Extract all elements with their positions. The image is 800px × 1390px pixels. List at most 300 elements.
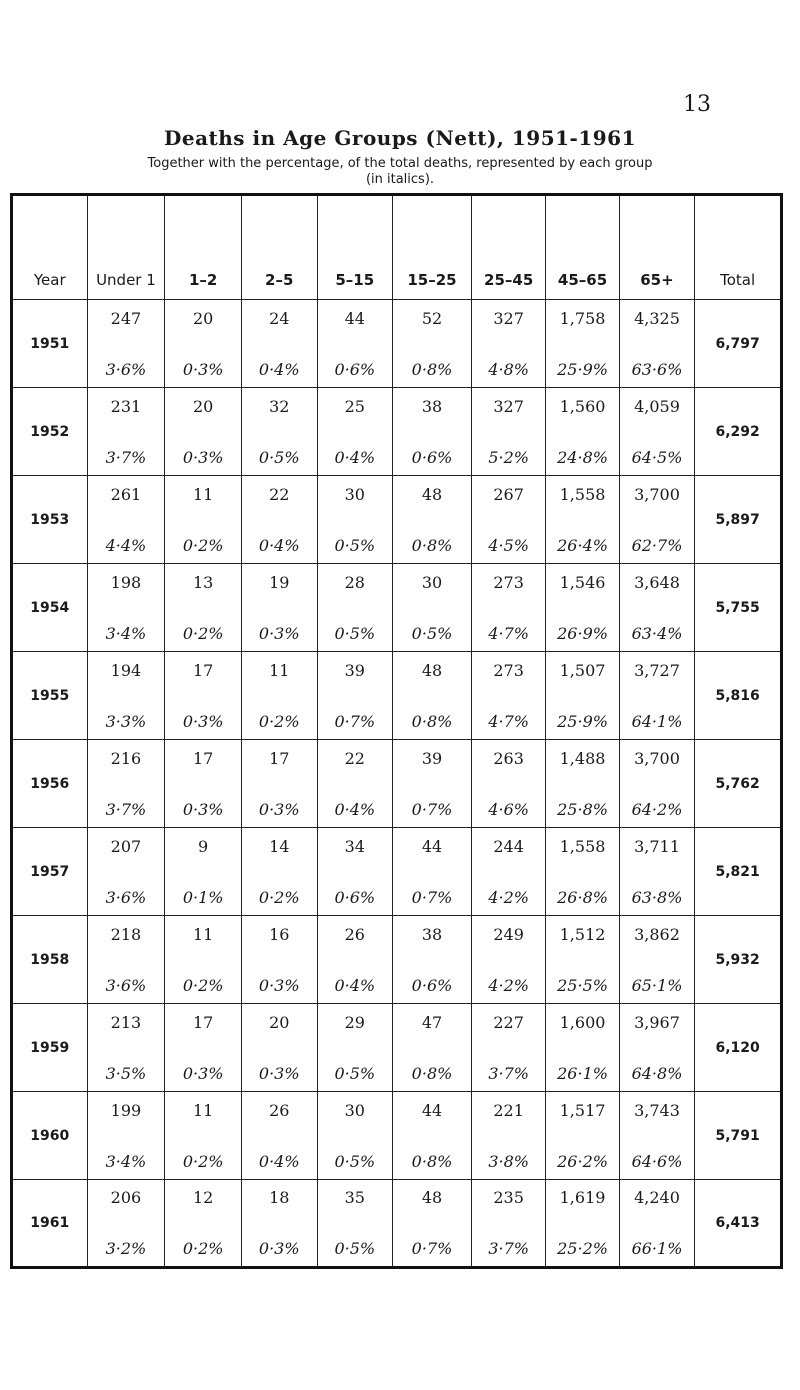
death-percentage: 0·8% xyxy=(411,359,453,379)
age-group-cell xyxy=(393,828,472,916)
age-group-cell xyxy=(546,300,619,388)
death-percentage: 5·2% xyxy=(488,447,529,467)
death-percentage: 4·2% xyxy=(488,887,529,907)
death-percentage: 0·3% xyxy=(182,1063,224,1083)
death-percentage: 0·5% xyxy=(411,623,453,643)
death-count: 48 xyxy=(421,1188,443,1207)
death-percentage: 0·5% xyxy=(334,1239,376,1258)
death-count: 20 xyxy=(192,396,214,416)
age-group-cell xyxy=(546,388,619,476)
death-percentage: 63·4% xyxy=(631,623,683,643)
year-cell: 1955 xyxy=(12,652,88,740)
table-row xyxy=(12,564,782,652)
death-percentage: 3·7% xyxy=(488,1063,529,1083)
age-group-cell xyxy=(317,1180,393,1268)
age-group-cell xyxy=(165,1092,242,1180)
age-group-cell xyxy=(393,652,472,740)
age-group-cell xyxy=(471,740,545,828)
age-group-cell xyxy=(619,828,695,916)
death-count: 231 xyxy=(110,396,142,416)
death-percentage: 0·4% xyxy=(258,359,300,379)
death-count: 26 xyxy=(344,924,365,944)
age-group-cell xyxy=(87,1092,165,1180)
total-cell: 6,120 xyxy=(695,1004,782,1092)
age-group-cell xyxy=(317,916,393,1004)
death-percentage: 0·6% xyxy=(334,359,376,379)
year-cell: 1952 xyxy=(12,388,88,476)
year-cell: 1959 xyxy=(12,1004,88,1092)
col-header-2-5: 2–5 xyxy=(241,195,317,300)
deaths-table xyxy=(10,193,783,1269)
death-count: 17 xyxy=(192,1012,214,1032)
age-group-cell xyxy=(546,1004,619,1092)
col-header-45-65: 45–65 xyxy=(546,195,619,300)
death-count: 28 xyxy=(344,572,365,592)
table-row xyxy=(12,300,782,388)
year-cell: 1954 xyxy=(12,564,88,652)
age-group-cell xyxy=(317,388,393,476)
death-percentage: 26·8% xyxy=(557,887,608,907)
col-header-under1: Under 1 xyxy=(87,195,165,300)
age-group-cell xyxy=(241,652,317,740)
death-count: 4,059 xyxy=(634,396,680,416)
death-percentage: 0·3% xyxy=(182,359,224,379)
death-count: 16 xyxy=(269,924,290,944)
death-percentage: 4·7% xyxy=(488,623,529,643)
death-percentage: 0·1% xyxy=(182,887,224,907)
death-count: 273 xyxy=(493,660,524,680)
death-percentage: 64·2% xyxy=(631,799,683,819)
age-group-cell xyxy=(87,828,165,916)
death-count: 20 xyxy=(192,308,214,328)
page-title: Deaths in Age Groups (Nett), 1951-1961 xyxy=(164,126,636,150)
death-count: 3,711 xyxy=(634,836,680,856)
age-group-cell xyxy=(317,564,393,652)
age-group-cell xyxy=(165,564,242,652)
table-row xyxy=(12,828,782,916)
death-count: 17 xyxy=(269,748,290,768)
death-percentage: 0·4% xyxy=(258,535,300,555)
death-percentage: 3·2% xyxy=(105,1239,147,1258)
age-group-cell xyxy=(241,300,317,388)
age-group-cell xyxy=(165,388,242,476)
death-count: 20 xyxy=(269,1012,290,1032)
col-header-15-25: 15–25 xyxy=(393,195,472,300)
age-group-cell xyxy=(241,740,317,828)
age-group-cell xyxy=(471,1092,545,1180)
age-group-cell xyxy=(619,1180,695,1268)
age-group-cell xyxy=(393,1092,472,1180)
age-group-cell xyxy=(165,652,242,740)
death-percentage: 64·5% xyxy=(631,447,683,467)
death-percentage: 64·8% xyxy=(631,1063,683,1083)
death-percentage: 0·2% xyxy=(182,1151,224,1171)
death-count: 249 xyxy=(493,924,524,944)
death-count: 3,743 xyxy=(634,1100,680,1120)
death-count: 47 xyxy=(421,1012,443,1032)
death-percentage: 0·3% xyxy=(182,799,224,819)
age-group-cell xyxy=(619,1092,695,1180)
death-percentage: 4·8% xyxy=(488,359,529,379)
death-count: 32 xyxy=(269,396,290,416)
col-header-5-15: 5–15 xyxy=(317,195,393,300)
death-percentage: 0·5% xyxy=(334,1151,376,1171)
age-group-cell xyxy=(165,1180,242,1268)
death-count: 22 xyxy=(269,484,290,504)
table-body xyxy=(12,300,782,1268)
death-percentage: 0·2% xyxy=(182,1239,224,1258)
death-percentage: 0·4% xyxy=(334,799,376,819)
col-header-25-45: 25–45 xyxy=(471,195,545,300)
age-group-cell xyxy=(546,1180,619,1268)
age-group-cell xyxy=(471,564,545,652)
death-count: 327 xyxy=(493,308,524,328)
death-percentage: 0·5% xyxy=(334,623,376,643)
age-group-cell xyxy=(241,476,317,564)
death-count: 1,558 xyxy=(559,484,606,504)
death-percentage: 0·3% xyxy=(182,447,224,467)
age-group-cell xyxy=(393,740,472,828)
col-header-1-2: 1–2 xyxy=(165,195,242,300)
total-cell: 5,897 xyxy=(695,476,782,564)
death-percentage: 4·7% xyxy=(488,711,529,731)
age-group-cell xyxy=(87,1180,165,1268)
age-group-cell xyxy=(471,652,545,740)
total-cell: 5,755 xyxy=(695,564,782,652)
table-row xyxy=(12,1004,782,1092)
death-percentage: 0·8% xyxy=(411,1151,453,1171)
death-count: 39 xyxy=(344,660,365,680)
age-group-cell xyxy=(619,652,695,740)
total-cell: 5,821 xyxy=(695,828,782,916)
death-count: 38 xyxy=(421,396,443,416)
age-group-cell xyxy=(471,1004,545,1092)
year-cell: 1957 xyxy=(12,828,88,916)
death-percentage: 0·2% xyxy=(182,535,224,555)
age-group-cell xyxy=(165,1004,242,1092)
age-group-cell xyxy=(619,476,695,564)
age-group-cell xyxy=(241,1092,317,1180)
age-group-cell xyxy=(393,564,472,652)
death-percentage: 0·5% xyxy=(334,535,376,555)
death-percentage: 3·7% xyxy=(105,447,147,467)
age-group-cell xyxy=(471,300,545,388)
age-group-cell xyxy=(87,1004,165,1092)
death-count: 1,488 xyxy=(559,748,606,768)
death-percentage: 0·3% xyxy=(258,1063,300,1083)
death-percentage: 25·2% xyxy=(557,1239,608,1258)
death-percentage: 3·6% xyxy=(105,359,147,379)
death-count: 38 xyxy=(421,924,443,944)
age-group-cell xyxy=(546,652,619,740)
death-percentage: 3·6% xyxy=(105,975,147,995)
col-header-year: Year xyxy=(12,195,88,300)
year-cell: 1960 xyxy=(12,1092,88,1180)
age-group-cell xyxy=(546,1092,619,1180)
table-row xyxy=(12,1092,782,1180)
death-percentage: 0·3% xyxy=(258,1239,300,1258)
death-count: 26 xyxy=(269,1100,290,1120)
death-percentage: 0·4% xyxy=(334,975,376,995)
death-count: 11 xyxy=(192,1100,214,1120)
death-percentage: 65·1% xyxy=(631,975,683,995)
age-group-cell xyxy=(471,828,545,916)
total-cell: 5,816 xyxy=(695,652,782,740)
year-cell: 1956 xyxy=(12,740,88,828)
death-percentage: 25·9% xyxy=(557,711,608,731)
year-cell: 1958 xyxy=(12,916,88,1004)
death-percentage: 0·4% xyxy=(334,447,376,467)
death-count: 3,700 xyxy=(634,484,680,504)
total-cell: 5,762 xyxy=(695,740,782,828)
col-header-65plus: 65+ xyxy=(619,195,695,300)
age-group-cell xyxy=(393,388,472,476)
subtitle: Together with the percentage, of the total deaths, represented by each group xyxy=(147,156,653,171)
death-percentage: 0·3% xyxy=(258,975,300,995)
table-row xyxy=(12,388,782,476)
death-percentage: 63·8% xyxy=(631,887,683,907)
death-count: 35 xyxy=(344,1188,365,1207)
death-percentage: 0·8% xyxy=(411,535,453,555)
death-percentage: 62·7% xyxy=(631,535,683,555)
age-group-cell xyxy=(471,388,545,476)
death-percentage: 4·4% xyxy=(105,535,147,555)
death-percentage: 26·1% xyxy=(557,1063,608,1083)
death-percentage: 0·3% xyxy=(182,711,224,731)
year-cell: 1953 xyxy=(12,476,88,564)
death-percentage: 0·3% xyxy=(258,623,300,643)
age-group-cell xyxy=(393,1180,472,1268)
age-group-cell xyxy=(471,916,545,1004)
death-count: 48 xyxy=(421,484,443,504)
death-percentage: 0·8% xyxy=(411,711,453,731)
death-percentage: 64·1% xyxy=(631,711,683,731)
death-count: 227 xyxy=(493,1012,524,1032)
death-count: 1,517 xyxy=(559,1100,606,1120)
age-group-cell xyxy=(546,564,619,652)
age-group-cell xyxy=(619,1004,695,1092)
death-percentage: 3·7% xyxy=(105,799,147,819)
age-group-cell xyxy=(393,916,472,1004)
death-count: 11 xyxy=(269,660,290,680)
death-count: 1,619 xyxy=(559,1188,606,1207)
death-count: 207 xyxy=(110,836,142,856)
death-count: 3,727 xyxy=(634,660,680,680)
death-count: 30 xyxy=(344,1100,365,1120)
death-count: 247 xyxy=(110,308,142,328)
death-percentage: 0·2% xyxy=(182,975,224,995)
death-count: 4,240 xyxy=(634,1188,680,1207)
death-percentage: 25·8% xyxy=(557,799,608,819)
death-count: 218 xyxy=(110,924,142,944)
death-count: 44 xyxy=(421,836,443,856)
death-count: 3,700 xyxy=(634,748,680,768)
death-percentage: 3·3% xyxy=(105,711,147,731)
death-count: 44 xyxy=(344,308,365,328)
death-count: 11 xyxy=(192,924,214,944)
age-group-cell xyxy=(393,300,472,388)
death-count: 22 xyxy=(344,748,365,768)
age-group-cell xyxy=(165,740,242,828)
death-percentage: 4·6% xyxy=(488,799,529,819)
death-count: 19 xyxy=(269,572,290,592)
death-count: 213 xyxy=(110,1012,142,1032)
age-group-cell xyxy=(546,916,619,1004)
age-group-cell xyxy=(546,828,619,916)
age-group-cell xyxy=(241,916,317,1004)
age-group-cell xyxy=(317,828,393,916)
death-count: 216 xyxy=(110,748,142,768)
death-count: 25 xyxy=(344,396,365,416)
death-count: 199 xyxy=(110,1100,142,1120)
death-percentage: 3·6% xyxy=(105,887,147,907)
age-group-cell xyxy=(619,916,695,1004)
age-group-cell xyxy=(165,300,242,388)
age-group-cell xyxy=(241,564,317,652)
death-count: 52 xyxy=(421,308,443,328)
death-count: 1,507 xyxy=(559,660,606,680)
age-group-cell xyxy=(317,1092,393,1180)
death-percentage: 0·2% xyxy=(258,887,300,907)
age-group-cell xyxy=(317,1004,393,1092)
death-count: 11 xyxy=(192,484,214,504)
age-group-cell xyxy=(317,300,393,388)
death-percentage: 64·6% xyxy=(631,1151,683,1171)
death-percentage: 0·8% xyxy=(411,1063,453,1083)
age-group-cell xyxy=(317,476,393,564)
death-count: 9 xyxy=(198,836,209,856)
death-count: 14 xyxy=(269,836,290,856)
death-percentage: 0·4% xyxy=(258,1151,300,1171)
age-group-cell xyxy=(546,476,619,564)
death-percentage: 63·6% xyxy=(631,359,683,379)
death-count: 3,967 xyxy=(634,1012,680,1032)
age-group-cell xyxy=(619,740,695,828)
death-percentage: 0·7% xyxy=(411,887,453,907)
table-row xyxy=(12,1180,782,1268)
age-group-cell xyxy=(165,828,242,916)
death-percentage: 0·6% xyxy=(411,975,453,995)
death-percentage: 0·7% xyxy=(411,1239,453,1258)
death-count: 194 xyxy=(110,660,142,680)
death-count: 24 xyxy=(269,308,290,328)
page-number: 13 xyxy=(683,92,711,117)
header-row xyxy=(12,195,782,300)
death-count: 4,325 xyxy=(634,308,680,328)
death-count: 34 xyxy=(344,836,365,856)
age-group-cell xyxy=(241,388,317,476)
death-count: 221 xyxy=(493,1100,524,1120)
death-count: 44 xyxy=(421,1100,443,1120)
death-count: 1,600 xyxy=(559,1012,606,1032)
table-row xyxy=(12,476,782,564)
age-group-cell xyxy=(241,1180,317,1268)
age-group-cell xyxy=(87,652,165,740)
table-row xyxy=(12,740,782,828)
death-percentage: 25·9% xyxy=(557,359,608,379)
death-count: 235 xyxy=(493,1188,524,1207)
death-count: 261 xyxy=(110,484,142,504)
age-group-cell xyxy=(241,1004,317,1092)
death-count: 244 xyxy=(493,836,524,856)
age-group-cell xyxy=(317,652,393,740)
death-percentage: 0·2% xyxy=(182,623,224,643)
death-percentage: 0·2% xyxy=(258,711,300,731)
death-count: 267 xyxy=(493,484,524,504)
death-count: 18 xyxy=(269,1188,290,1207)
death-percentage: 0·7% xyxy=(411,799,453,819)
death-percentage: 0·6% xyxy=(411,447,453,467)
age-group-cell xyxy=(87,300,165,388)
age-group-cell xyxy=(87,388,165,476)
death-percentage: 4·5% xyxy=(488,535,529,555)
total-cell: 6,292 xyxy=(695,388,782,476)
death-count: 29 xyxy=(344,1012,365,1032)
death-count: 3,648 xyxy=(634,572,680,592)
death-count: 1,558 xyxy=(559,836,606,856)
death-count: 198 xyxy=(110,572,142,592)
death-percentage: 3·8% xyxy=(488,1151,529,1171)
age-group-cell xyxy=(393,1004,472,1092)
death-percentage: 26·2% xyxy=(557,1151,608,1171)
death-percentage: 26·9% xyxy=(557,623,608,643)
age-group-cell xyxy=(393,476,472,564)
death-percentage: 0·7% xyxy=(334,711,376,731)
table-row xyxy=(12,916,782,1004)
death-count: 1,512 xyxy=(559,924,606,944)
death-count: 1,758 xyxy=(559,308,606,328)
death-percentage: 0·5% xyxy=(334,1063,376,1083)
year-cell: 1951 xyxy=(12,300,88,388)
death-percentage: 25·5% xyxy=(557,975,608,995)
death-count: 1,546 xyxy=(559,572,606,592)
age-group-cell xyxy=(165,916,242,1004)
death-percentage: 4·2% xyxy=(488,975,529,995)
age-group-cell xyxy=(87,740,165,828)
death-percentage: 24·8% xyxy=(557,447,608,467)
age-group-cell xyxy=(546,740,619,828)
age-group-cell xyxy=(87,916,165,1004)
age-group-cell xyxy=(471,476,545,564)
total-cell: 5,791 xyxy=(695,1092,782,1180)
death-count: 263 xyxy=(493,748,524,768)
year-cell: 1961 xyxy=(12,1180,88,1268)
death-count: 327 xyxy=(493,396,524,416)
death-percentage: 66·1% xyxy=(631,1239,683,1258)
death-count: 206 xyxy=(110,1188,142,1207)
death-percentage: 0·5% xyxy=(258,447,300,467)
death-percentage: 0·3% xyxy=(258,799,300,819)
death-count: 39 xyxy=(421,748,443,768)
total-cell: 6,413 xyxy=(695,1180,782,1268)
death-count: 17 xyxy=(192,660,214,680)
death-count: 30 xyxy=(421,572,443,592)
death-count: 1,560 xyxy=(559,396,606,416)
total-cell: 6,797 xyxy=(695,300,782,388)
death-percentage: 3·7% xyxy=(488,1239,529,1258)
death-percentage: 3·5% xyxy=(105,1063,147,1083)
death-count: 3,862 xyxy=(634,924,680,944)
age-group-cell xyxy=(165,476,242,564)
death-percentage: 0·6% xyxy=(334,887,376,907)
table-row xyxy=(12,652,782,740)
age-group-cell xyxy=(317,740,393,828)
death-percentage: 26·4% xyxy=(557,535,608,555)
death-count: 48 xyxy=(421,660,443,680)
death-count: 12 xyxy=(192,1188,214,1207)
total-cell: 5,932 xyxy=(695,916,782,1004)
subtitle-note: (in italics). xyxy=(365,172,435,187)
